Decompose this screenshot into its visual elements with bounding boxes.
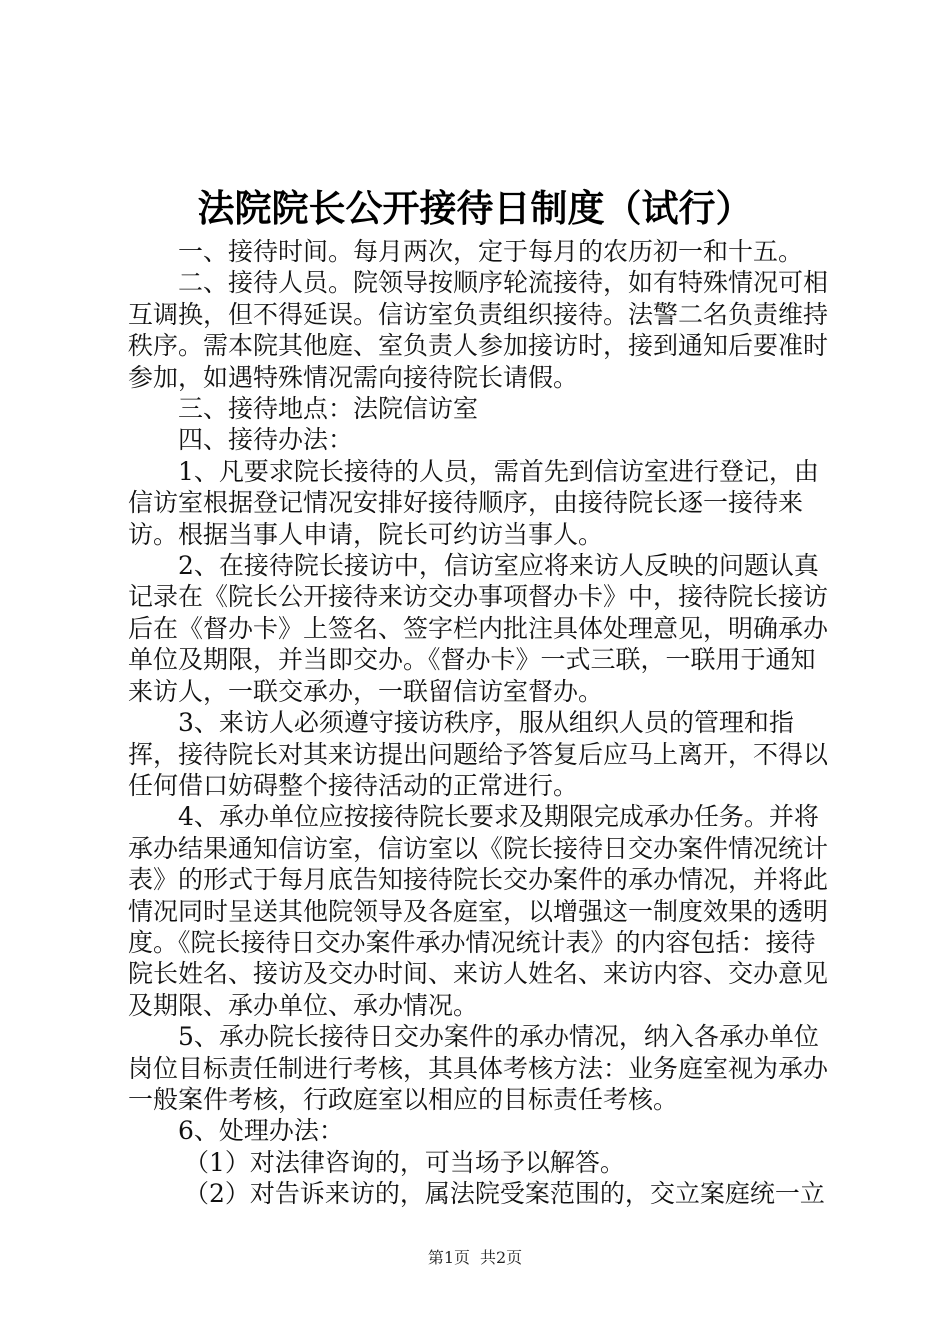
paragraph-subitem-2: （2）对告诉来访的，属法院受案范围的，交立案庭统一立 (184, 1179, 825, 1209)
paragraph-item-3: 3、来访人必须遵守接访秩序，服从组织人员的管理和指挥，接待院长对其来访提出问题给予答复后应马上离开，不得以任何借口妨碍整个接待活动的正常进行。 (128, 708, 829, 800)
paragraph-subitem-1: （1）对法律咨询的，可当场予以解答。 (184, 1147, 625, 1177)
paragraph-item-6: 6、处理办法： (178, 1116, 344, 1146)
document-title: 法院院长公开接待日制度（试行） (197, 186, 753, 230)
paragraph-item-2: 2、在接待院长接访中，信访室应将来访人反映的问题认真记录在《院长公开接待来访交办事项督办卡》中，接待院长接访后在《督办卡》上签名、签字栏内批注具体处理意见，明确承办单位及期限，并当即交办。《督办卡》一式三联，一联用于通知来访人，一联交承办，一联留信访室督办。 (128, 551, 829, 706)
paragraph-item-5: 5、承办院长接待日交办案件的承办情况，纳入各承办单位岗位目标责任制进行考核，其具体考核方法：业务庭室视为承办一般案件考核，行政庭室以相应的目标责任考核。 (128, 1022, 829, 1114)
page-footer (0, 1245, 950, 1268)
paragraph-reception-methods: 四、接待办法： (178, 425, 354, 455)
page-number: 第1页 (427, 1248, 470, 1267)
page-total: 共2页 (480, 1248, 523, 1267)
paragraph-item-1: 1、凡要求院长接待的人员，需首先到信访室进行登记，由信访室根据登记情况安排好接待顺序，由接待院长逐一接待来访。根据当事人申请，院长可约访当事人。 (128, 456, 819, 549)
paragraph-reception-staff: 二、接待人员。院领导按顺序轮流接待，如有特殊情况可相互调换，但不得延误。信访室负责组织接待。法警二名负责维持秩序。需本院其他庭、室负责人参加接访时，接到通知后要准时参加，如遇特殊情况需向接待院长请假。 (128, 268, 829, 392)
document-body (128, 236, 838, 1210)
paragraph-reception-time: 一、接待时间。每月两次，定于每月的农历初一和十五。 (178, 237, 804, 266)
paragraph-item-4: 4、承办单位应按接待院长要求及期限完成承办任务。并将承办结果通知信访室，信访室以《院长接待日交办案件情况统计表》的形式于每月底告知接待院长交办案件的承办情况，并将此情况同时呈送其他院领导及各庭室，以增强这一制度效果的透明度。《院长接待日交办案件承办情况统计表》的内容包括：接待院长姓名、接访及交办时间、来访人姓名、来访内容、交办意见及期限、承办单位、承办情况。 (128, 802, 829, 1020)
paragraph-reception-location: 三、接待地点：法院信访室 (178, 394, 479, 424)
